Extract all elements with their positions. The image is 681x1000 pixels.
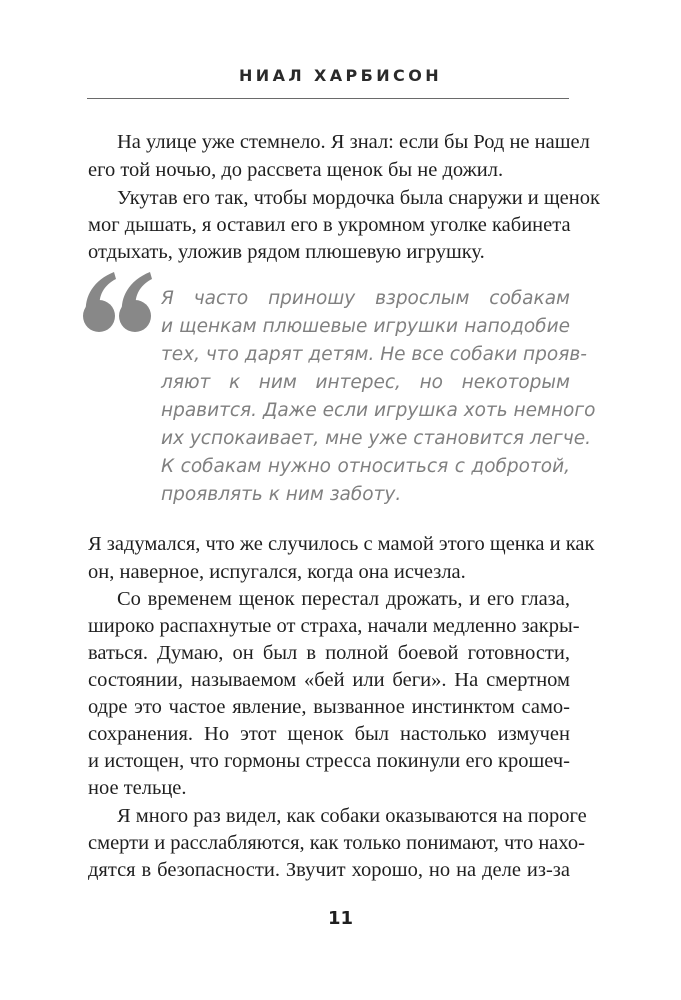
quote-line: их успокаивает, мне уже становится легче. xyxy=(161,428,591,449)
text-line: его той ночью, до рассвета щенок бы не дожил. xyxy=(88,159,504,181)
quote-line: Я часто приношу взрослым собакам xyxy=(161,288,570,309)
quote-line: тех, что дарят детям. Не все собаки прояв- xyxy=(161,344,587,365)
text-line: состоянии, называемом «бей или беги». На смертном xyxy=(88,669,570,691)
quote-line: проявлять к ним заботу. xyxy=(161,484,402,505)
quote-line: и щенкам плюшевые игрушки наподобие xyxy=(161,316,570,337)
text-line: Укутав его так, чтобы мордочка была снаружи и щенок xyxy=(117,187,600,209)
text-line: мог дышать, я оставил его в укромном уголке кабинета xyxy=(88,214,571,236)
text-line: смерти и расслабляются, как только понимают, что нахо- xyxy=(88,832,585,854)
text-line: сохранения. Но этот щенок был настолько измучен xyxy=(88,723,570,745)
header-rule xyxy=(87,98,569,99)
running-header: НИАЛ ХАРБИСОН xyxy=(239,66,442,85)
text-line: Я много раз видел, как собаки оказываются на пороге xyxy=(117,805,587,827)
quote-mark-icon xyxy=(82,260,154,340)
text-line: одре это частое явление, вызванное инстинктом само- xyxy=(88,696,570,718)
text-line: и истощен, что гормоны стресса покинули его крошеч- xyxy=(88,750,570,772)
text-line: широко распахнутые от страха, начали медленно закры- xyxy=(88,615,580,637)
quote-line: нравится. Даже если игрушка хоть немного xyxy=(161,400,596,421)
text-line: Я задумался, что же случилось с мамой этого щенка и как xyxy=(88,533,595,555)
quote-line: К собакам нужно относиться с добротой, xyxy=(161,456,570,477)
text-line: дятся в безопасности. Звучит хорошо, но на деле из-за xyxy=(88,859,570,881)
text-line: Со временем щенок перестал дрожать, и его глаза, xyxy=(117,588,570,610)
page-number: 11 xyxy=(327,908,354,929)
quote-line: ляют к ним интерес, но некоторым xyxy=(161,372,570,393)
text-line: отдыхать, уложив рядом плюшевую игрушку. xyxy=(88,241,485,263)
text-line: На улице уже стемнело. Я знал: если бы Род не нашел xyxy=(117,131,590,153)
text-line: он, наверное, испугался, когда она исчезла. xyxy=(88,561,466,583)
text-line: ваться. Думаю, он был в полной боевой готовности, xyxy=(88,642,570,664)
text-line: ное тельце. xyxy=(88,777,187,799)
